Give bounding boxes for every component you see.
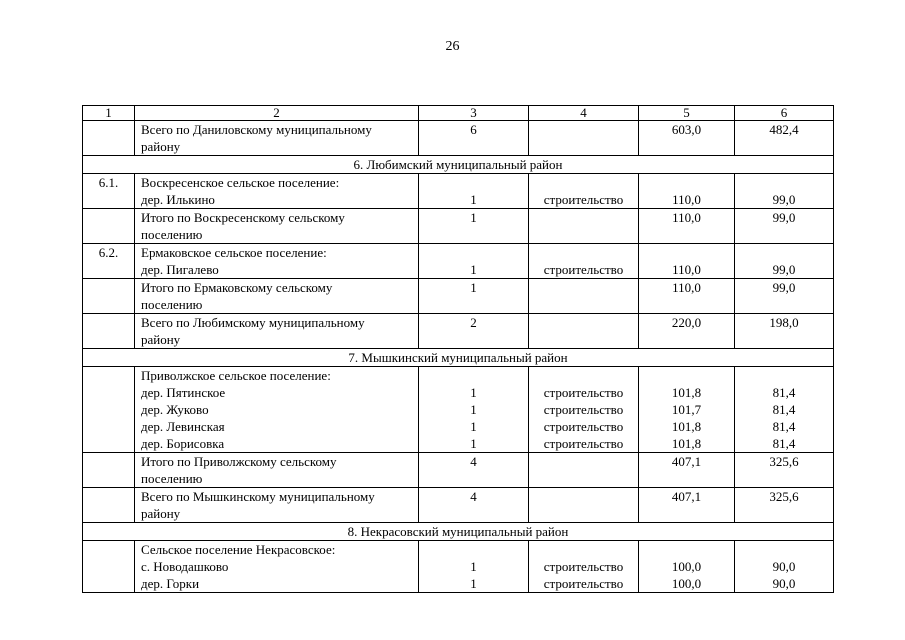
row-work-type	[529, 367, 639, 453]
row-value-5-line: 220,0	[671, 315, 702, 330]
row-work-type-line	[531, 244, 636, 261]
row-number: 6.1.	[83, 174, 135, 209]
description-line: дер. Илькино	[141, 192, 215, 207]
header-cell: 4	[529, 106, 639, 121]
description-line: Воскресенское сельское поселение:	[141, 175, 340, 190]
row-number	[83, 121, 135, 156]
row-description	[135, 488, 419, 523]
header-cell: 3	[419, 106, 529, 121]
row-value-5-line: 100,0	[671, 559, 702, 574]
row-value-5-line: 407,1	[671, 454, 702, 469]
row-quantity-line: 2	[470, 315, 477, 330]
row-work-type	[529, 244, 639, 279]
row-work-type	[529, 314, 639, 349]
description-line: району	[141, 139, 181, 154]
description-line: району	[141, 506, 181, 521]
row-value-5	[639, 279, 735, 314]
row-value-5	[639, 174, 735, 209]
description-line: Приволжское сельское поселение:	[141, 368, 331, 383]
row-value-6-line: 90,0	[772, 559, 796, 574]
row-quantity	[419, 279, 529, 314]
row-value-6-line	[737, 541, 831, 558]
row-value-5-line	[641, 244, 732, 261]
row-value-5-line: 603,0	[671, 122, 702, 137]
table-row	[83, 541, 834, 593]
row-value-6	[735, 541, 834, 593]
description-line: дер. Пятинское	[141, 385, 226, 400]
row-value-6-line: 198,0	[769, 315, 799, 330]
section-header-row	[83, 349, 834, 367]
row-quantity-line: 4	[470, 454, 477, 469]
row-work-type	[529, 279, 639, 314]
row-value-5	[639, 121, 735, 156]
row-number	[83, 541, 135, 593]
description-line: Всего по Даниловскому муниципальному	[141, 122, 372, 137]
row-value-6-line	[737, 244, 831, 261]
row-value-6-line	[737, 367, 831, 384]
description-line: Итого по Приволжскому сельскому	[141, 454, 337, 469]
row-quantity-line	[421, 174, 526, 191]
description-line: дер. Борисовка	[141, 436, 225, 451]
description-line: дер. Горки	[141, 576, 200, 591]
description-line: с. Новодашково	[141, 559, 229, 574]
row-quantity	[419, 209, 529, 244]
row-value-6-line: 325,6	[769, 454, 799, 469]
section-title: 6. Любимский муниципальный район	[83, 156, 834, 174]
row-value-5-line: 110,0	[672, 280, 701, 295]
row-quantity	[419, 121, 529, 156]
description-line: Всего по Мышкинскому муниципальному	[141, 489, 375, 504]
row-value-6	[735, 121, 834, 156]
row-description	[135, 541, 419, 593]
table-row	[83, 488, 834, 523]
row-value-5-line: 101,7	[671, 402, 702, 417]
row-value-6	[735, 174, 834, 209]
row-value-6-line: 81,4	[772, 419, 796, 434]
row-value-5-line: 110,0	[672, 210, 701, 225]
row-value-5	[639, 209, 735, 244]
description-line: поселению	[141, 471, 203, 486]
row-number	[83, 279, 135, 314]
section-title: 8. Некрасовский муниципальный район	[83, 523, 834, 541]
row-value-5-line: 100,0	[671, 576, 702, 591]
row-value-5-line: 110,0	[672, 192, 701, 207]
row-quantity	[419, 244, 529, 279]
row-quantity-line: 1	[470, 192, 477, 207]
row-value-5	[639, 453, 735, 488]
row-work-type-line: строительство	[543, 192, 624, 207]
header-cell: 1	[83, 106, 135, 121]
row-value-5-line	[641, 541, 732, 558]
row-number	[83, 488, 135, 523]
row-value-6-line	[737, 174, 831, 191]
row-value-6-line: 81,4	[772, 436, 796, 451]
row-work-type-line: строительство	[543, 419, 624, 434]
row-number	[83, 209, 135, 244]
row-description	[135, 121, 419, 156]
table-row	[83, 209, 834, 244]
table-row	[83, 314, 834, 349]
row-value-5	[639, 244, 735, 279]
description-line: Ермаковское сельское поселение:	[141, 245, 327, 260]
row-value-6-line: 81,4	[772, 402, 796, 417]
description-line: Итого по Ермаковскому сельскому	[141, 280, 333, 295]
description-line: Сельское поселение Некрасовское:	[141, 542, 336, 557]
description-line: дер. Левинская	[141, 419, 225, 434]
row-quantity	[419, 367, 529, 453]
section-title: 7. Мышкинский муниципальный район	[83, 349, 834, 367]
row-work-type	[529, 174, 639, 209]
row-value-6	[735, 367, 834, 453]
row-quantity-line: 1	[470, 576, 477, 591]
row-value-5-line: 110,0	[672, 262, 701, 277]
table-row	[83, 121, 834, 156]
description-line: поселению	[141, 297, 203, 312]
row-description	[135, 279, 419, 314]
row-quantity-line: 1	[470, 402, 477, 417]
row-value-6	[735, 244, 834, 279]
table-row	[83, 174, 834, 209]
row-value-6-line: 482,4	[769, 122, 799, 137]
header-cell: 2	[135, 106, 419, 121]
row-number	[83, 453, 135, 488]
row-value-5	[639, 367, 735, 453]
row-quantity	[419, 541, 529, 593]
row-quantity-line: 1	[470, 210, 477, 225]
table-row	[83, 279, 834, 314]
row-value-6	[735, 314, 834, 349]
row-value-5-line	[641, 367, 732, 384]
row-description	[135, 367, 419, 453]
table-body	[83, 106, 834, 593]
section-header-row	[83, 523, 834, 541]
row-quantity-line: 4	[470, 489, 477, 504]
table-row	[83, 244, 834, 279]
row-work-type-line	[531, 367, 636, 384]
row-quantity-line	[421, 367, 526, 384]
row-value-5	[639, 488, 735, 523]
row-value-6	[735, 453, 834, 488]
row-value-6-line: 99,0	[772, 192, 796, 207]
row-description	[135, 174, 419, 209]
row-work-type	[529, 209, 639, 244]
row-quantity-line: 1	[470, 385, 477, 400]
row-description	[135, 209, 419, 244]
row-quantity	[419, 453, 529, 488]
row-quantity-line	[421, 244, 526, 261]
description-line: дер. Жуково	[141, 402, 209, 417]
description-line: Итого по Воскресенскому сельскому	[141, 210, 345, 225]
row-value-6-line: 325,6	[769, 489, 799, 504]
row-quantity	[419, 314, 529, 349]
table-row	[83, 367, 834, 453]
row-work-type	[529, 453, 639, 488]
row-quantity-line: 1	[470, 280, 477, 295]
row-quantity-line: 1	[470, 419, 477, 434]
row-number	[83, 367, 135, 453]
row-value-5	[639, 541, 735, 593]
description-line: поселению	[141, 227, 203, 242]
row-quantity-line: 6	[470, 122, 477, 137]
row-value-5-line: 101,8	[671, 419, 702, 434]
header-cell: 6	[735, 106, 834, 121]
row-value-5-line: 101,8	[671, 436, 702, 451]
header-cell: 5	[639, 106, 735, 121]
section-header-row	[83, 156, 834, 174]
row-quantity-line	[421, 541, 526, 558]
row-quantity	[419, 174, 529, 209]
row-work-type-line: строительство	[543, 559, 624, 574]
table-header-row	[83, 106, 834, 121]
row-work-type-line	[531, 541, 636, 558]
row-quantity	[419, 488, 529, 523]
row-value-6-line: 99,0	[772, 262, 796, 277]
row-value-5	[639, 314, 735, 349]
page-number: 26	[445, 39, 460, 54]
row-number: 6.2.	[83, 244, 135, 279]
row-description	[135, 314, 419, 349]
row-work-type-line: строительство	[543, 385, 624, 400]
row-work-type-line: строительство	[543, 402, 624, 417]
row-value-6-line: 90,0	[772, 576, 796, 591]
row-work-type	[529, 541, 639, 593]
row-value-6	[735, 279, 834, 314]
data-table	[82, 105, 834, 593]
row-work-type-line: строительство	[543, 262, 624, 277]
row-value-5-line: 407,1	[671, 489, 702, 504]
row-work-type-line: строительство	[543, 436, 624, 451]
row-value-5-line	[641, 174, 732, 191]
description-line: дер. Пигалево	[141, 262, 219, 277]
row-work-type	[529, 488, 639, 523]
description-line: Всего по Любимскому муниципальному	[141, 315, 365, 330]
row-number	[83, 314, 135, 349]
row-work-type-line: строительство	[543, 576, 624, 591]
row-value-6	[735, 209, 834, 244]
row-work-type	[529, 121, 639, 156]
row-description	[135, 453, 419, 488]
row-quantity-line: 1	[470, 436, 477, 451]
table-row	[83, 453, 834, 488]
row-work-type-line	[531, 174, 636, 191]
row-value-5-line: 101,8	[671, 385, 702, 400]
row-value-6	[735, 488, 834, 523]
row-value-6-line: 99,0	[772, 210, 796, 225]
row-value-6-line: 99,0	[772, 280, 796, 295]
row-quantity-line: 1	[470, 262, 477, 277]
row-value-6-line: 81,4	[772, 385, 796, 400]
row-description	[135, 244, 419, 279]
description-line: району	[141, 332, 181, 347]
row-quantity-line: 1	[470, 559, 477, 574]
